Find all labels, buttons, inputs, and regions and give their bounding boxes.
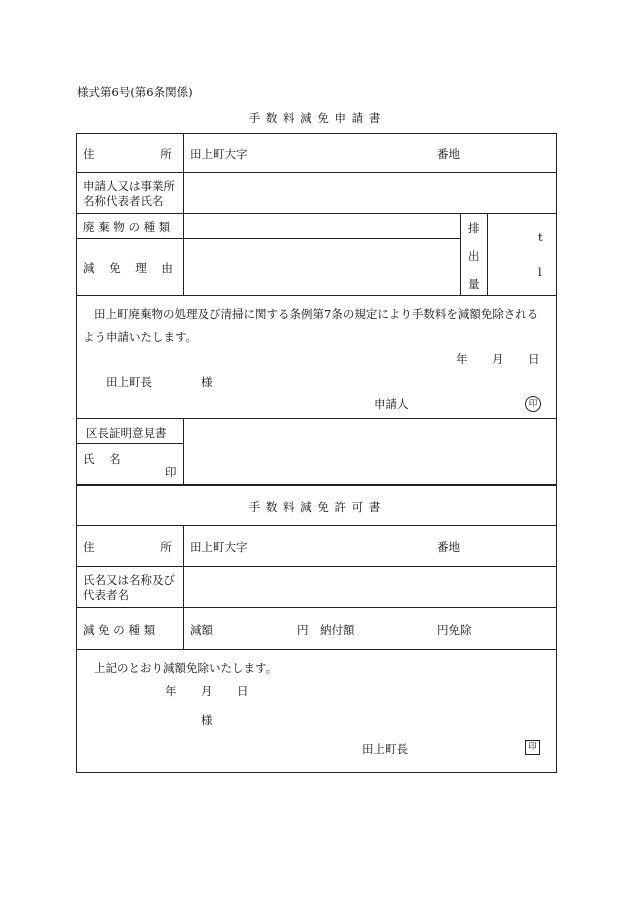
rule bbox=[76, 607, 557, 608]
ward-seal-mark: 印 bbox=[165, 465, 177, 479]
rule bbox=[487, 213, 488, 295]
exemption-yen-label: 円免除 bbox=[437, 623, 472, 637]
waste-type-label: 廃 棄 物 の 種 類 bbox=[83, 220, 171, 234]
application-date-year: 年 bbox=[456, 352, 468, 366]
applicant-signature-label: 申請人 bbox=[374, 397, 409, 411]
payment-amount-label: 納付額 bbox=[320, 623, 355, 637]
form-number: 様式第6号(第6条関係) bbox=[77, 85, 193, 99]
rule bbox=[76, 295, 557, 296]
ward-name-label: 氏 名 bbox=[83, 452, 121, 466]
issuer-seal-icon: 印 bbox=[525, 740, 540, 755]
rule bbox=[76, 566, 557, 567]
reduction-type-label: 減 免 の 種 類 bbox=[83, 623, 156, 637]
applicant-label-line1: 申請人又は事業所 bbox=[83, 179, 175, 193]
discharge-label-3: 量 bbox=[468, 277, 480, 291]
rule bbox=[556, 485, 557, 773]
permit-address-prefix: 田上町大字 bbox=[190, 540, 248, 554]
applicant-name-input[interactable] bbox=[185, 174, 555, 212]
rule bbox=[76, 772, 557, 773]
addressee: 田上町長 bbox=[106, 375, 152, 389]
ward-opinion-input[interactable] bbox=[185, 420, 555, 483]
permit-honorific: 様 bbox=[201, 713, 213, 727]
rule bbox=[556, 133, 557, 485]
reduction-yen-label: 円 bbox=[297, 623, 309, 637]
rule bbox=[460, 213, 461, 295]
applicant-seal-icon: 印 bbox=[525, 396, 541, 412]
application-date-day: 日 bbox=[528, 352, 540, 366]
unit-litres: l bbox=[538, 265, 542, 279]
rule bbox=[183, 418, 184, 485]
applicant-label-line2: 名称代表者氏名 bbox=[83, 194, 164, 208]
application-title: 手 数 料 減 免 申 請 書 bbox=[248, 111, 382, 125]
application-date-month: 月 bbox=[492, 352, 504, 366]
permit-date-day: 日 bbox=[237, 684, 249, 698]
rule bbox=[76, 133, 77, 485]
rule bbox=[76, 418, 557, 419]
rule bbox=[183, 133, 184, 295]
discharge-label-1: 排 bbox=[468, 221, 480, 235]
ward-leader-label: 区長証明意見書 bbox=[86, 426, 167, 440]
rule bbox=[76, 172, 557, 173]
permit-date-year: 年 bbox=[165, 684, 177, 698]
permit-name-label-line1: 氏名又は名称及び bbox=[83, 573, 175, 587]
application-body-line2: よう申請いたします。 bbox=[83, 330, 198, 344]
rule bbox=[183, 525, 184, 650]
permit-name-label-line2: 代表者名 bbox=[83, 588, 129, 602]
reduction-reason-input[interactable] bbox=[185, 240, 459, 294]
permit-date-month: 月 bbox=[201, 684, 213, 698]
rule bbox=[76, 238, 460, 239]
rule bbox=[76, 649, 557, 650]
address-prefix: 田上町大字 bbox=[190, 147, 248, 161]
reduction-reason-label: 減 免 理 由 bbox=[83, 261, 173, 275]
permit-address-input[interactable] bbox=[185, 527, 555, 565]
permit-body: 上記のとおり減額免除いたします。 bbox=[94, 661, 278, 675]
permit-issuer: 田上町長 bbox=[362, 742, 408, 756]
address-suffix: 番地 bbox=[437, 147, 460, 161]
permit-title: 手 数 料 減 免 許 可 書 bbox=[248, 500, 382, 514]
application-body-line1: 田上町廃棄物の処理及び清掃に関する条例第7条の規定により手数料を減額免除される bbox=[94, 307, 539, 321]
reduction-amount-label: 減額 bbox=[190, 623, 213, 637]
address-label: 住 所 bbox=[83, 147, 172, 161]
rule bbox=[76, 443, 184, 444]
discharge-label-2: 出 bbox=[468, 249, 480, 263]
waste-type-input[interactable] bbox=[185, 214, 459, 237]
rule bbox=[76, 485, 77, 773]
permit-name-input[interactable] bbox=[185, 568, 555, 606]
rule bbox=[76, 484, 557, 486]
discharge-amount-input[interactable] bbox=[489, 214, 555, 294]
permit-address-suffix: 番地 bbox=[437, 540, 460, 554]
addressee-honorific: 様 bbox=[201, 375, 213, 389]
address-input[interactable] bbox=[190, 134, 555, 171]
rule bbox=[76, 525, 557, 526]
permit-address-label: 住 所 bbox=[83, 540, 172, 554]
unit-tonnes: t bbox=[538, 230, 543, 244]
